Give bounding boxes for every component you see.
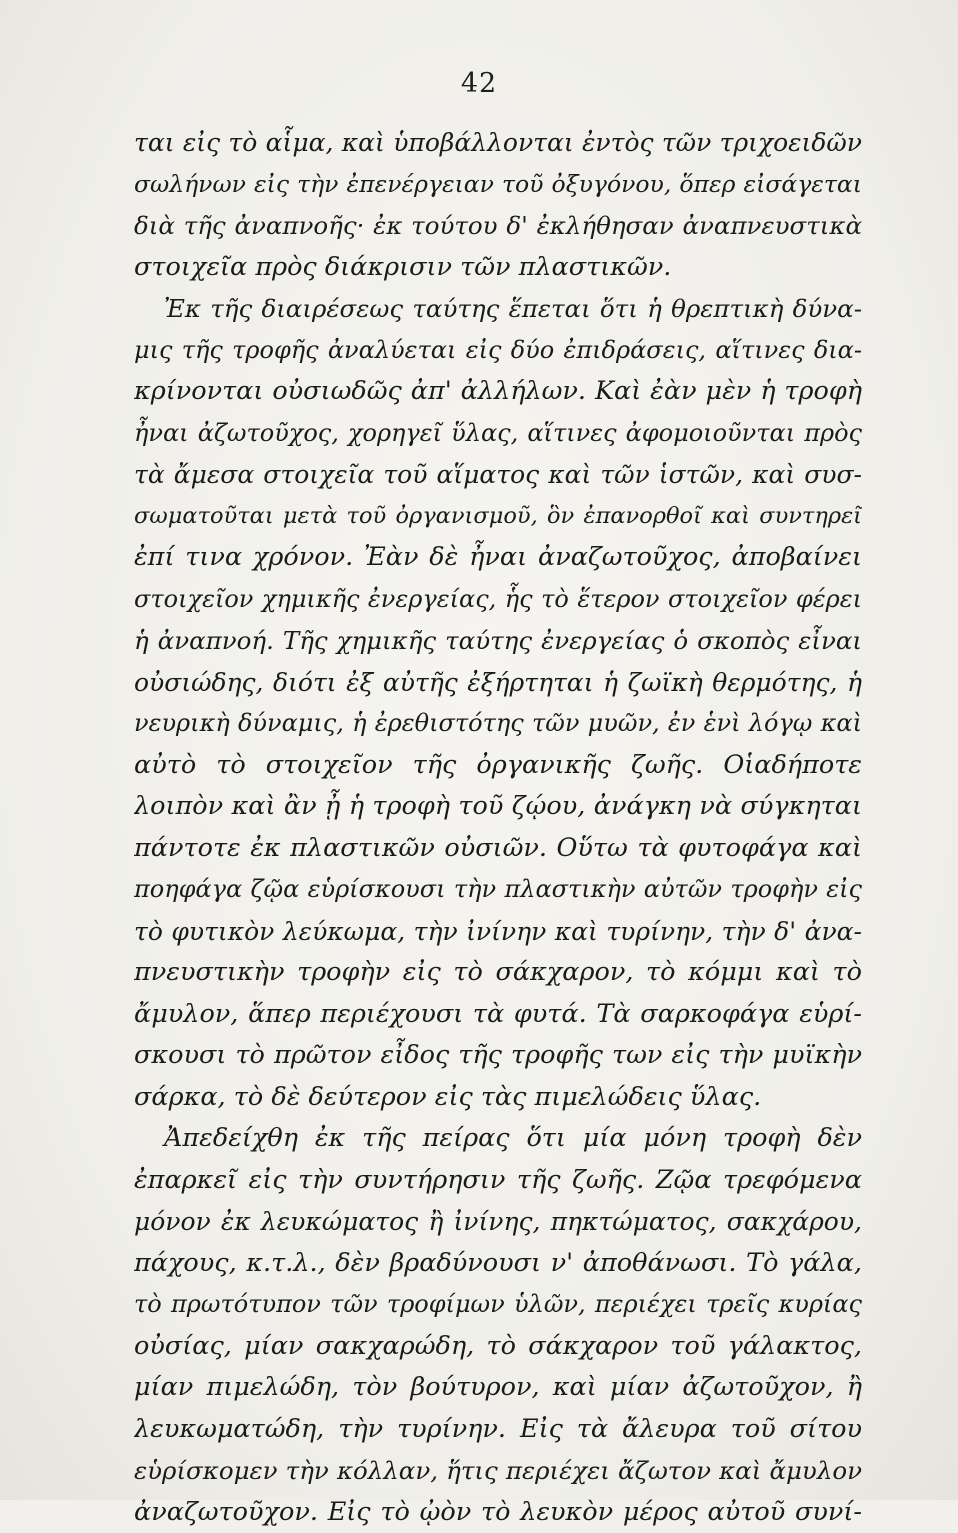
text-line: οὐσιώδης, διότι ἐξ αὐτῆς ἐξήρτηται ἡ ζωϊκὴ θερμότης, ἡ bbox=[134, 662, 862, 704]
text-line: σωματοῦται μετὰ τοῦ ὀργανισμοῦ, ὃν ἐπανορθοῖ καὶ συντηρεῖ bbox=[134, 496, 862, 538]
text-line: οὐσίας, μίαν σακχαρώδη, τὸ σάκχαρον τοῦ γάλακτος, bbox=[134, 1326, 862, 1368]
text-line: νευρικὴ δύναμις, ἡ ἐρεθιστότης τῶν μυῶν, ἐν ἑνὶ λόγῳ καὶ bbox=[134, 703, 862, 745]
text-line: στοιχεῖον χημικῆς ἐνεργείας, ἧς τὸ ἕτερον στοιχεῖον φέρει bbox=[134, 579, 862, 621]
text-line: λοιπὸν καὶ ἂν ᾖ ἡ τροφὴ τοῦ ζῴου, ἀνάγκη νὰ σύγκηται bbox=[134, 786, 862, 828]
text-line: τὸ πρωτότυπον τῶν τροφίμων ὑλῶν, περιέχει τρεῖς κυρίας bbox=[134, 1284, 862, 1326]
text-line: ἐπί τινα χρόνον. Ἐὰν δὲ ἦναι ἀναζωτοῦχος, ἀποβαίνει bbox=[134, 537, 862, 579]
text-line: στοιχεῖα πρὸς διάκρισιν τῶν πλαστικῶν. bbox=[134, 247, 862, 289]
text-line: ἦναι ἀζωτοῦχος, χορηγεῖ ὕλας, αἵτινες ἀφομοιοῦνται πρὸς bbox=[134, 413, 862, 455]
text-line: πάντοτε ἐκ πλαστικῶν οὐσιῶν. Οὕτω τὰ φυτοφάγα καὶ bbox=[134, 828, 862, 870]
text-line: λευκωματώδη, τὴν τυρίνην. Εἰς τὰ ἄλευρα τοῦ σίτου bbox=[134, 1409, 862, 1451]
text-line: πάχους, κ.τ.λ., δὲν βραδύνουσι ν' ἀποθάνωσι. Τὸ γάλα, bbox=[134, 1243, 862, 1285]
text-line: πνευστικὴν τροφὴν εἰς τὸ σάκχαρον, τὸ κόμμι καὶ τὸ bbox=[134, 952, 862, 994]
text-line: εὑρίσκομεν τὴν κόλλαν, ἥτις περιέχει ἄζωτον καὶ ἄμυλον bbox=[134, 1450, 862, 1492]
body-text bbox=[134, 122, 862, 1533]
page-number: 42 bbox=[0, 68, 958, 99]
text-line: μις τῆς τροφῆς ἀναλύεται εἰς δύο ἐπιδράσεις, αἵτινες δια- bbox=[134, 330, 862, 372]
text-line: σκουσι τὸ πρῶτον εἶδος τῆς τροφῆς των εἰς τὴν μυϊκὴν bbox=[134, 1035, 862, 1077]
text-line: διὰ τῆς ἀναπνοῆς· ἐκ τούτου δ' ἐκλήθησαν ἀναπνευστικὰ bbox=[134, 205, 862, 247]
text-line: ἀναζωτοῦχον. Εἰς τὸ ᾠὸν τὸ λευκὸν μέρος αὐτοῦ συνί- bbox=[134, 1492, 862, 1533]
text-line: Ἐκ τῆς διαιρέσεως ταύτης ἕπεται ὅτι ἡ θρεπτικὴ δύνα- bbox=[134, 288, 862, 330]
text-line: μόνον ἐκ λευκώματος ἢ ἰνίνης, πηκτώματος, σακχάρου, bbox=[134, 1201, 862, 1243]
text-line: ται εἰς τὸ αἷμα, καὶ ὑποβάλλονται ἐντὸς τῶν τριχοειδῶν bbox=[134, 122, 862, 164]
text-line: σωλήνων εἰς τὴν ἐπενέργειαν τοῦ ὀξυγόνου, ὅπερ εἰσάγεται bbox=[134, 164, 862, 206]
text-line: μίαν πιμελώδη, τὸν βούτυρον, καὶ μίαν ἀζωτοῦχον, ἢ bbox=[134, 1367, 862, 1409]
text-line: σάρκα, τὸ δὲ δεύτερον εἰς τὰς πιμελώδεις ὕλας. bbox=[134, 1077, 862, 1119]
text-line: κρίνονται οὐσιωδῶς ἀπ' ἀλλήλων. Καὶ ἐὰν μὲν ἡ τροφὴ bbox=[134, 371, 862, 413]
text-line: ἡ ἀναπνοή. Τῆς χημικῆς ταύτης ἐνεργείας ὁ σκοπὸς εἶναι bbox=[134, 620, 862, 662]
text-line: ποηφάγα ζῷα εὑρίσκουσι τὴν πλαστικὴν αὐτῶν τροφὴν εἰς bbox=[134, 869, 862, 911]
text-line: τὰ ἄμεσα στοιχεῖα τοῦ αἵματος καὶ τῶν ἱστῶν, καὶ συσ- bbox=[134, 454, 862, 496]
text-line: τὸ φυτικὸν λεύκωμα, τὴν ἰνίνην καὶ τυρίνην, τὴν δ' ἀνα- bbox=[134, 911, 862, 953]
text-line: Ἀπεδείχθη ἐκ τῆς πείρας ὅτι μία μόνη τροφὴ δὲν bbox=[134, 1118, 862, 1160]
text-line: ἄμυλον, ἅπερ περιέχουσι τὰ φυτά. Τὰ σαρκοφάγα εὑρί- bbox=[134, 994, 862, 1036]
text-line: ἐπαρκεῖ εἰς τὴν συντήρησιν τῆς ζωῆς. Ζῷα τρεφόμενα bbox=[134, 1160, 862, 1202]
text-line: αὐτὸ τὸ στοιχεῖον τῆς ὀργανικῆς ζωῆς. Οἱαδήποτε bbox=[134, 745, 862, 787]
